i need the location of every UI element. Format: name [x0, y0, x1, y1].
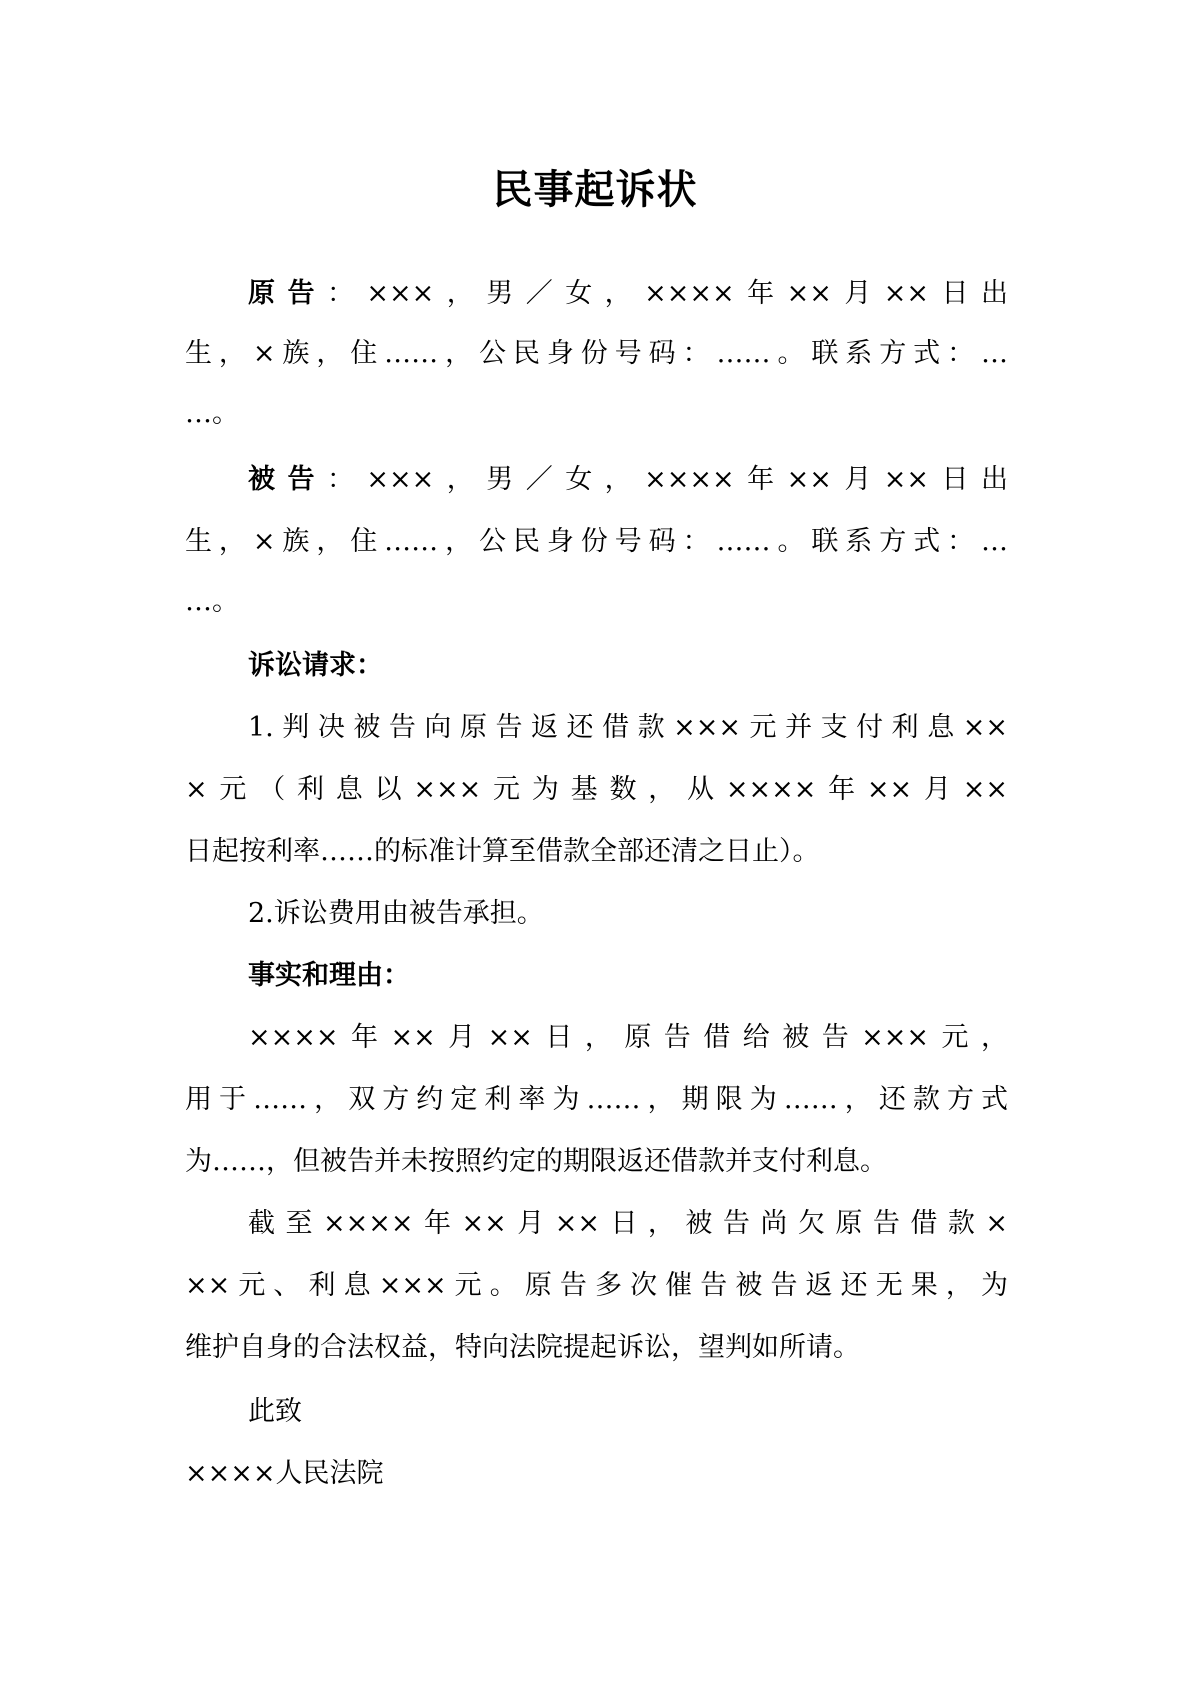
plaintiff-label: 原告: [248, 278, 327, 309]
defendant-line-1: [248, 460, 1008, 500]
plaintiff-line-1: [248, 274, 1008, 314]
facts-para-2-line-2: ××元、利息×××元。原告多次催告被告返还无果，为: [185, 1270, 1008, 1301]
claims-item-2: 2.诉讼费用由被告承担。: [248, 898, 544, 929]
plaintiff-line-2: 生，×族，住……，公民身份号码：……。联系方式：…: [185, 338, 1008, 369]
claims-item-1-line-1: 1.判决被告向原告返还借款×××元并支付利息××: [248, 712, 1008, 743]
defendant-label: 被告: [248, 464, 327, 495]
facts-para-2-line-1: 截至××××年××月××日，被告尚欠原告借款×: [248, 1208, 1008, 1239]
document-title: 民事起诉状: [492, 167, 698, 213]
closing-salutation: 此致: [248, 1396, 302, 1427]
facts-para-1-line-2: 用于……，双方约定利率为……，期限为……，还款方式: [185, 1084, 1008, 1115]
facts-para-1-line-3: 为……，但被告并未按照约定的期限返还借款并支付利息。: [185, 1146, 887, 1177]
plaintiff-line-3: …。: [185, 398, 239, 429]
claims-item-1-line-3: 日起按利率……的标准计算至借款全部还清之日止）。: [185, 836, 820, 867]
claims-heading: 诉讼请求：: [248, 650, 383, 681]
defendant-info-1: ：×××，男／女，××××年××月××日出: [326, 464, 1008, 495]
claims-item-1-line-2: ×元（利息以×××元为基数，从××××年××月××: [185, 774, 1008, 805]
plaintiff-info-1: ：×××，男／女，××××年××月××日出: [326, 278, 1008, 309]
defendant-line-3: …。: [185, 586, 239, 617]
defendant-line-2: 生，×族，住……，公民身份号码：……。联系方式：…: [185, 526, 1008, 557]
facts-para-2-line-3: 维护自身的合法权益，特向法院提起诉讼，望判如所请。: [185, 1332, 860, 1363]
facts-para-1-line-1: ××××年××月××日，原告借给被告×××元，: [248, 1022, 1008, 1053]
facts-heading: 事实和理由：: [248, 960, 410, 991]
court-name: ××××人民法院: [185, 1458, 384, 1489]
